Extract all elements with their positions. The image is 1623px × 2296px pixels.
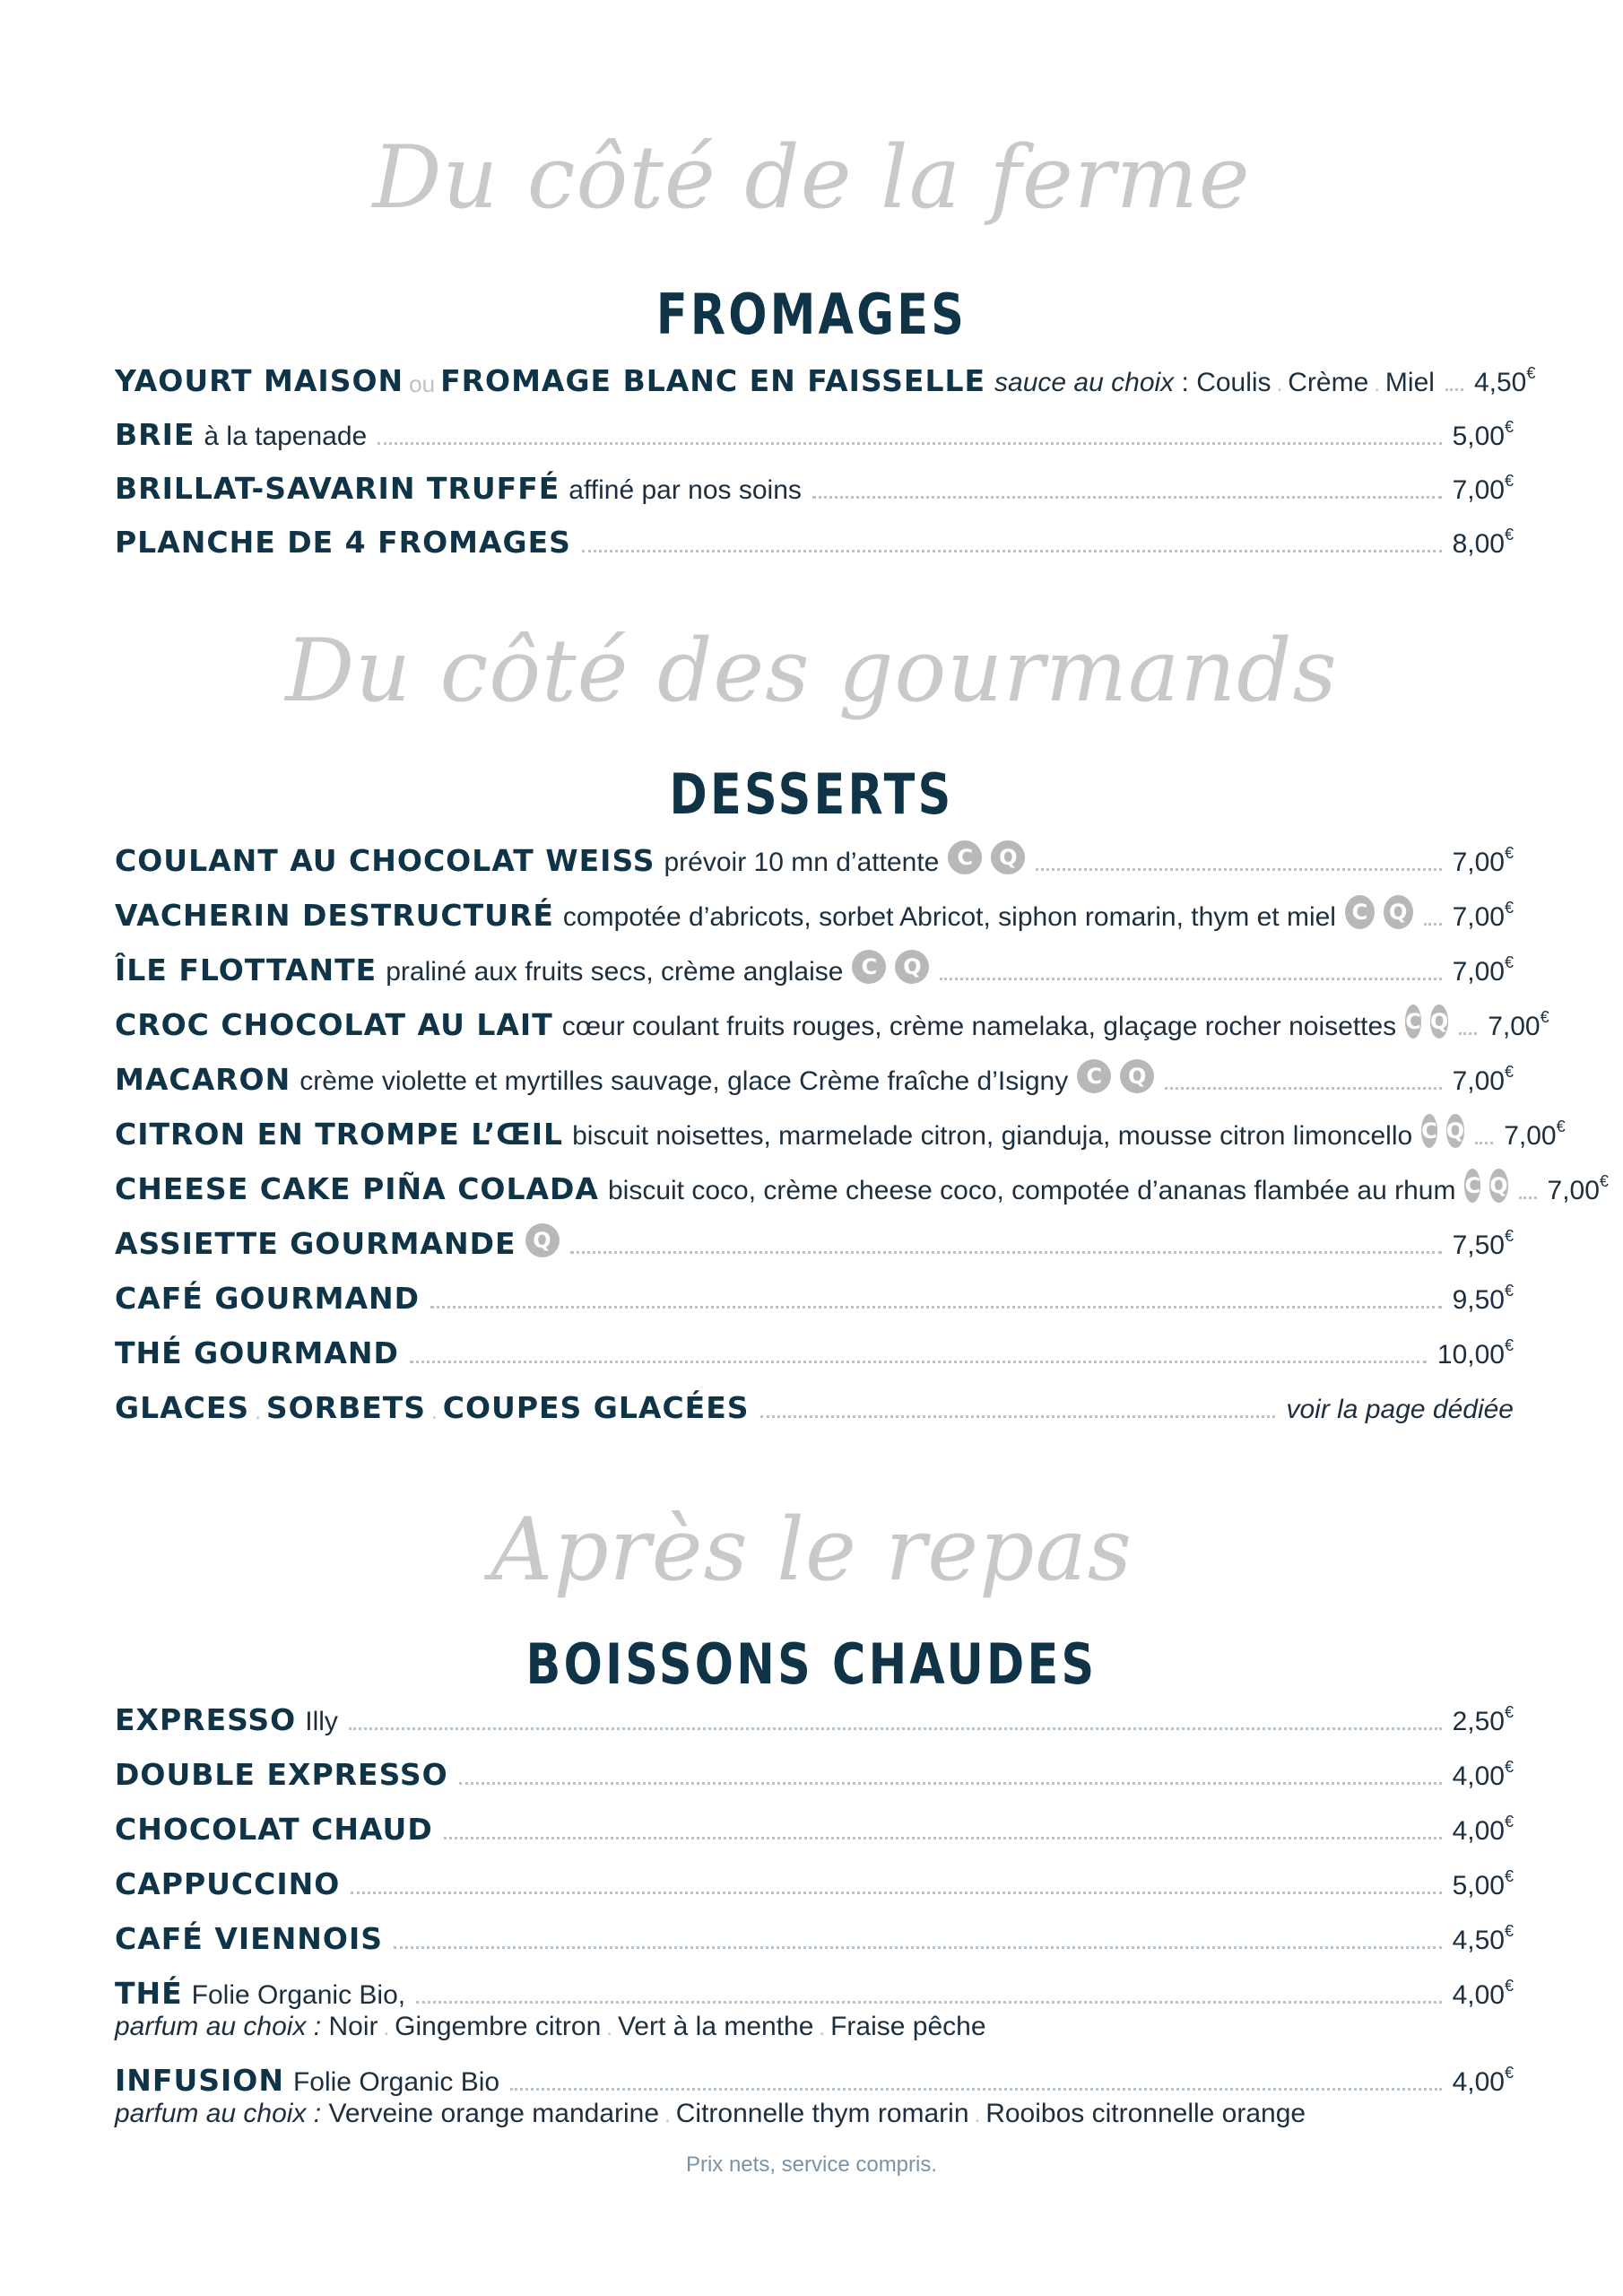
item-name: CITRON EN TROMPE L’ŒIL — [115, 1117, 564, 1152]
badge-c-icon: C — [1421, 1114, 1437, 1148]
item-description: sauce au choix : Coulis . Crème . Miel — [994, 368, 1435, 397]
dot-leader — [1475, 1142, 1493, 1144]
item-name: MACARON — [115, 1062, 291, 1097]
item-description: biscuit noisettes, marmelade citron, gianduja, mousse citron limoncello — [572, 1121, 1413, 1151]
badge-c-icon: C — [1405, 1004, 1421, 1039]
item-price: 7,00€ — [1452, 1063, 1514, 1096]
section-title: FROMAGES — [655, 282, 968, 347]
item-name: INFUSION — [115, 2063, 284, 2098]
separator: . — [431, 1400, 438, 1424]
item-description: crème violette et myrtilles sauvage, glace Crème fraîche d’Isigny — [299, 1066, 1069, 1096]
menu-item — [115, 1917, 1514, 1956]
badge-q-icon: Q — [1430, 1004, 1448, 1039]
item-price: 4,00€ — [1452, 2064, 1514, 2097]
item-price-note: voir la page dédiée — [1286, 1395, 1514, 1424]
section-script-title: Après le repas — [490, 1500, 1133, 1600]
item-price: 7,00€ — [1452, 899, 1514, 932]
footer-note: Prix nets, service compris. — [685, 2152, 938, 2177]
menu-item — [115, 520, 1514, 560]
item-description: Folie Organic Bio — [292, 2067, 500, 2097]
dot-leader — [1445, 388, 1463, 391]
badge-c-icon: C — [1464, 1169, 1480, 1203]
item-price: 4,00€ — [1452, 1813, 1514, 1846]
item-name: FROMAGE BLANC EN FAISSELLE — [440, 363, 986, 398]
menu-item — [115, 839, 1514, 878]
dot-leader — [378, 442, 1441, 445]
item-name: ASSIETTE GOURMANDE — [115, 1226, 516, 1261]
item-name: COULANT AU CHOCOLAT WEISS — [115, 843, 655, 878]
item-name: PLANCHE DE 4 FROMAGES — [115, 525, 571, 560]
menu-item — [115, 1167, 1609, 1206]
item-price: 8,00€ — [1452, 526, 1514, 559]
item-description: praliné aux fruits secs, crème anglaise — [386, 957, 844, 987]
menu-item — [115, 893, 1514, 933]
dot-leader — [430, 1306, 1442, 1309]
badge-q-icon: Q — [1489, 1169, 1507, 1203]
or-connector: ou — [409, 370, 436, 397]
item-price: 5,00€ — [1452, 418, 1514, 451]
menu-item — [115, 1862, 1514, 1901]
dot-leader — [416, 2001, 1441, 2004]
menu-item — [115, 1003, 1549, 1042]
item-name: EXPRESSO — [115, 1702, 297, 1737]
item-price: 4,00€ — [1452, 1758, 1514, 1791]
dot-leader — [394, 1946, 1442, 1949]
menu-item — [115, 1386, 1514, 1425]
menu-item — [115, 1331, 1514, 1370]
badge-c-icon: C — [1077, 1059, 1111, 1093]
dot-leader — [1424, 923, 1442, 926]
menu-item — [115, 413, 1514, 452]
item-price: 2,50€ — [1452, 1703, 1514, 1736]
dot-leader — [1165, 1087, 1441, 1090]
section-title: BOISSONS CHAUDES — [525, 1631, 1098, 1697]
item-options: parfum au choix : Verveine orange mandarine . Citronnelle thym romarin . Rooibos citronnelle orange — [115, 2099, 1306, 2128]
dot-leader — [1036, 868, 1441, 871]
menu-item — [115, 2058, 1514, 2098]
badge-q-icon: Q — [1120, 1059, 1154, 1093]
dot-leader — [760, 1415, 1276, 1418]
item-name: CROC CHOCOLAT AU LAIT — [115, 1007, 553, 1042]
item-description: prévoir 10 mn d’attente — [664, 848, 940, 877]
item-name: BRILLAT-SAVARIN TRUFFÉ — [115, 471, 560, 506]
badge-c-icon: C — [1345, 895, 1375, 929]
badge-q-icon: Q — [525, 1223, 560, 1257]
menu-item — [115, 1112, 1566, 1152]
badge-c-icon: C — [852, 950, 886, 984]
item-price: 7,00€ — [1504, 1118, 1566, 1151]
item-name: GLACES — [115, 1390, 250, 1425]
menu-item — [115, 948, 1514, 987]
item-price: 4,50€ — [1473, 364, 1536, 397]
item-price: 10,00€ — [1436, 1336, 1514, 1370]
dot-leader — [812, 496, 1442, 499]
menu-item — [115, 1807, 1514, 1847]
item-description: affiné par nos soins — [568, 475, 802, 505]
menu-item — [115, 1057, 1514, 1097]
item-name: THÉ GOURMAND — [115, 1335, 399, 1370]
dot-leader — [410, 1361, 1427, 1363]
item-price: 5,00€ — [1452, 1867, 1514, 1900]
item-price: 7,00€ — [1488, 1008, 1549, 1041]
dot-leader — [570, 1251, 1442, 1254]
badge-q-icon: Q — [1446, 1114, 1464, 1148]
item-name: YAOURT MAISON — [115, 363, 404, 398]
item-name: THÉ — [115, 1976, 183, 2011]
badge-q-icon: Q — [1384, 895, 1413, 929]
item-price: 7,00€ — [1452, 844, 1514, 877]
dot-leader — [459, 1782, 1442, 1785]
item-name: CHOCOLAT CHAUD — [115, 1812, 433, 1847]
badge-c-icon: C — [948, 840, 982, 874]
item-description: Illy — [305, 1707, 338, 1736]
item-description: biscuit coco, crème cheese coco, compotée d’ananas flambée au rhum — [607, 1176, 1456, 1205]
menu-item — [115, 466, 1514, 506]
item-name: CHEESE CAKE PIÑA COLADA — [115, 1171, 599, 1206]
dot-leader — [510, 2088, 1442, 2091]
item-price: 7,00€ — [1452, 472, 1514, 505]
item-name: CAFÉ GOURMAND — [115, 1281, 421, 1316]
dot-leader — [582, 550, 1442, 552]
item-price: 7,50€ — [1452, 1227, 1514, 1260]
dot-leader — [444, 1837, 1442, 1839]
item-price: 9,50€ — [1452, 1282, 1514, 1315]
item-options: parfum au choix : Noir . Gingembre citron . Vert à la menthe . Fraise pêche — [115, 2012, 986, 2041]
menu-item — [115, 359, 1536, 398]
menu-item — [115, 1752, 1514, 1792]
item-description: cœur coulant fruits rouges, crème namelaka, glaçage rocher noisettes — [561, 1012, 1397, 1041]
item-name: VACHERIN DESTRUCTURÉ — [115, 898, 554, 933]
badge-q-icon: Q — [991, 840, 1025, 874]
menu-item — [115, 1698, 1514, 1737]
section-script-title: Du côté de la ferme — [372, 127, 1251, 228]
item-name: CAPPUCCINO — [115, 1866, 341, 1901]
badge-q-icon: Q — [895, 950, 929, 984]
dot-leader — [349, 1727, 1442, 1730]
dot-leader — [351, 1892, 1441, 1894]
item-name: DOUBLE EXPRESSO — [115, 1757, 448, 1792]
dot-leader — [940, 978, 1441, 980]
item-name: BRIE — [115, 417, 195, 452]
section-title: DESSERTS — [669, 761, 954, 827]
separator: . — [255, 1400, 261, 1424]
item-description: compotée d’abricots, sorbet Abricot, siphon romarin, thym et miel — [562, 902, 1336, 932]
item-name: CAFÉ VIENNOIS — [115, 1921, 384, 1956]
item-name: COUPES GLACÉES — [442, 1390, 750, 1425]
item-price: 7,00€ — [1547, 1172, 1609, 1205]
item-description: à la tapenade — [204, 422, 368, 451]
section-script-title: Du côté des gourmands — [285, 621, 1338, 721]
menu-item — [115, 1276, 1514, 1316]
item-price: 4,00€ — [1452, 1977, 1514, 2010]
item-price: 7,00€ — [1452, 953, 1514, 987]
item-price: 4,50€ — [1452, 1922, 1514, 1955]
item-description: Folie Organic Bio, — [191, 1980, 406, 2010]
menu-item — [115, 1222, 1514, 1261]
dot-leader — [1519, 1196, 1537, 1199]
item-name: SORBETS — [265, 1390, 427, 1425]
menu-item — [115, 1971, 1514, 2011]
item-name: ÎLE FLOTTANTE — [115, 952, 378, 987]
dot-leader — [1459, 1032, 1477, 1035]
